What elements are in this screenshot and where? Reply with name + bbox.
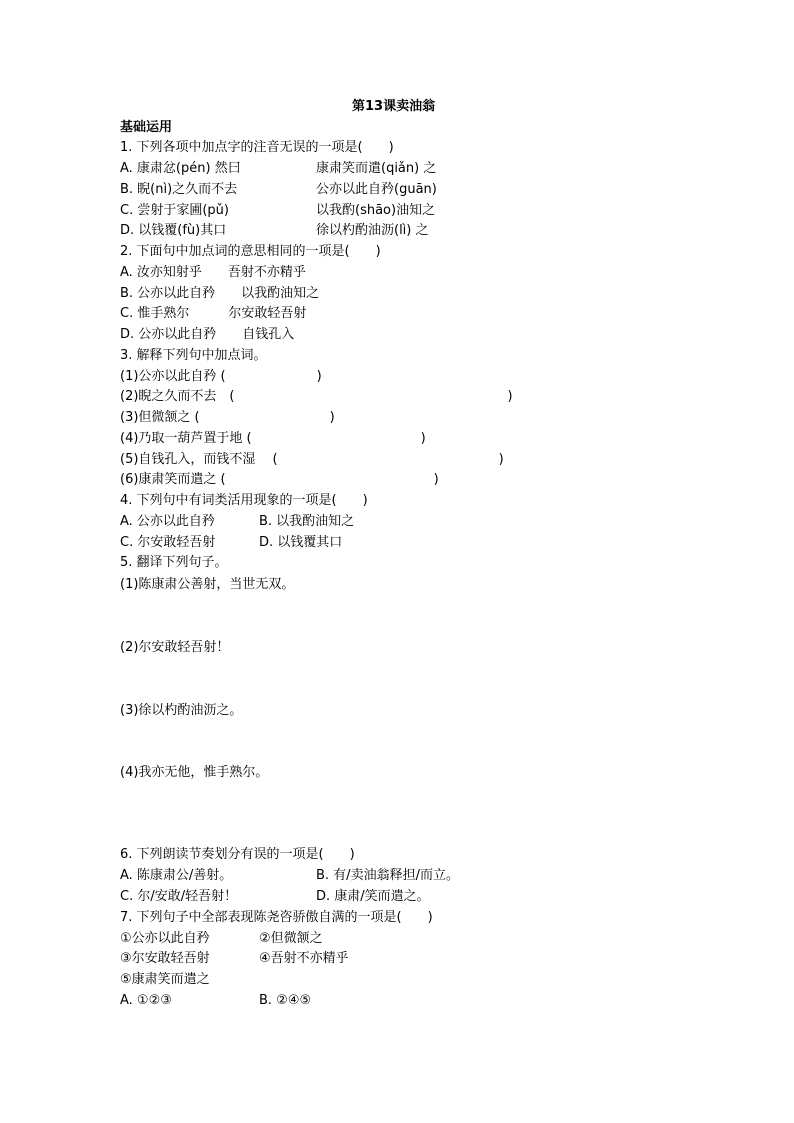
- q2-option-a: A. 汝亦知射乎 吾射不亦精乎: [120, 265, 306, 280]
- q3-item-4: (4)乃取一葫芦置于地 ( ): [120, 431, 426, 446]
- q6-option-c: C. 尔/安敢/轻吾射！: [120, 889, 238, 904]
- q7-item-3: ③尔安敢轻吾射: [120, 951, 210, 966]
- q1-option-d-second: 徐以杓酌油沥(lì) 之: [316, 223, 429, 238]
- q3-item-1: (1)公亦以此自矜 ( ): [120, 369, 322, 384]
- q2-option-c: C. 惟手熟尔 尔安敢轻吾射: [120, 306, 307, 321]
- q3-item-3: (3)但微颔之 ( ): [120, 410, 335, 425]
- q3-item-6: (6)康肃笑而遣之 ( ): [120, 472, 439, 487]
- q1-option-c: C. 尝射于家圃(pǔ): [120, 203, 229, 218]
- q7-item-4: ④吾射不亦精乎: [259, 951, 349, 966]
- q5-sentence-4: (4)我亦无他，惟手熟尔。: [120, 765, 269, 780]
- q6-option-a: A. 陈康肃公/善射。: [120, 868, 233, 883]
- q1-option-a: A. 康肃忿(pén) 然曰: [120, 161, 241, 176]
- q1-option-b: B. 睨(nì)之久而不去: [120, 182, 238, 197]
- q7-item-1: ①公亦以此自矜: [120, 931, 210, 946]
- q4-stem: 4. 下列句中有词类活用现象的一项是( ): [120, 493, 368, 508]
- q1-option-c-second: 以我酌(shāo)油知之: [316, 203, 436, 218]
- q6-option-b: B. 有/卖油翁释担/而立。: [316, 868, 459, 883]
- q1-option-d: D. 以钱覆(fù)其口: [120, 223, 227, 238]
- q7-item-2: ②但微颔之: [259, 931, 323, 946]
- q4-option-b: B. 以我酌油知之: [259, 514, 355, 529]
- q7-option-b: B. ②④⑤: [259, 993, 312, 1008]
- q6-option-d: D. 康肃/笑而遣之。: [316, 889, 430, 904]
- q3-item-2: (2)睨之久而不去 ( ): [120, 389, 513, 404]
- q4-option-c: C. 尔安敢轻吾射: [120, 535, 216, 550]
- q3-stem: 3. 解释下列句中加点词。: [120, 348, 267, 363]
- q5-sentence-1: (1)陈康肃公善射，当世无双。: [120, 577, 295, 592]
- q1-option-a-second: 康肃笑而遣(qiǎn) 之: [316, 161, 437, 176]
- q2-option-b: B. 公亦以此自矜 以我酌油知之: [120, 286, 320, 301]
- q7-stem: 7. 下列句子中全部表现陈尧咨骄傲自满的一项是( ): [120, 910, 433, 925]
- q6-stem: 6. 下列朗读节奏划分有误的一项是( ): [120, 847, 355, 862]
- q5-sentence-3: (3)徐以杓酌油沥之。: [120, 703, 243, 718]
- q2-option-d: D. 公亦以此自矜 自钱孔入: [120, 327, 295, 342]
- q5-sentence-2: (2)尔安敢轻吾射！: [120, 640, 230, 655]
- q4-option-d: D. 以钱覆其口: [259, 535, 343, 550]
- q5-stem: 5. 翻译下列句子。: [120, 555, 228, 570]
- page-title: 第13课卖油翁: [352, 99, 436, 114]
- section-heading: 基础运用: [120, 120, 173, 135]
- q2-stem: 2. 下面句中加点词的意思相同的一项是( ): [120, 244, 381, 259]
- q3-item-5: (5)自钱孔入，而钱不湿 ( ): [120, 452, 504, 467]
- q1-stem: 1. 下列各项中加点字的注音无误的一项是( ): [120, 140, 394, 155]
- q7-option-a: A. ①②③: [120, 993, 172, 1008]
- q7-item-5: ⑤康肃笑而遣之: [120, 972, 210, 987]
- q4-option-a: A. 公亦以此自矜: [120, 514, 215, 529]
- q1-option-b-second: 公亦以此自矜(guān): [316, 182, 437, 197]
